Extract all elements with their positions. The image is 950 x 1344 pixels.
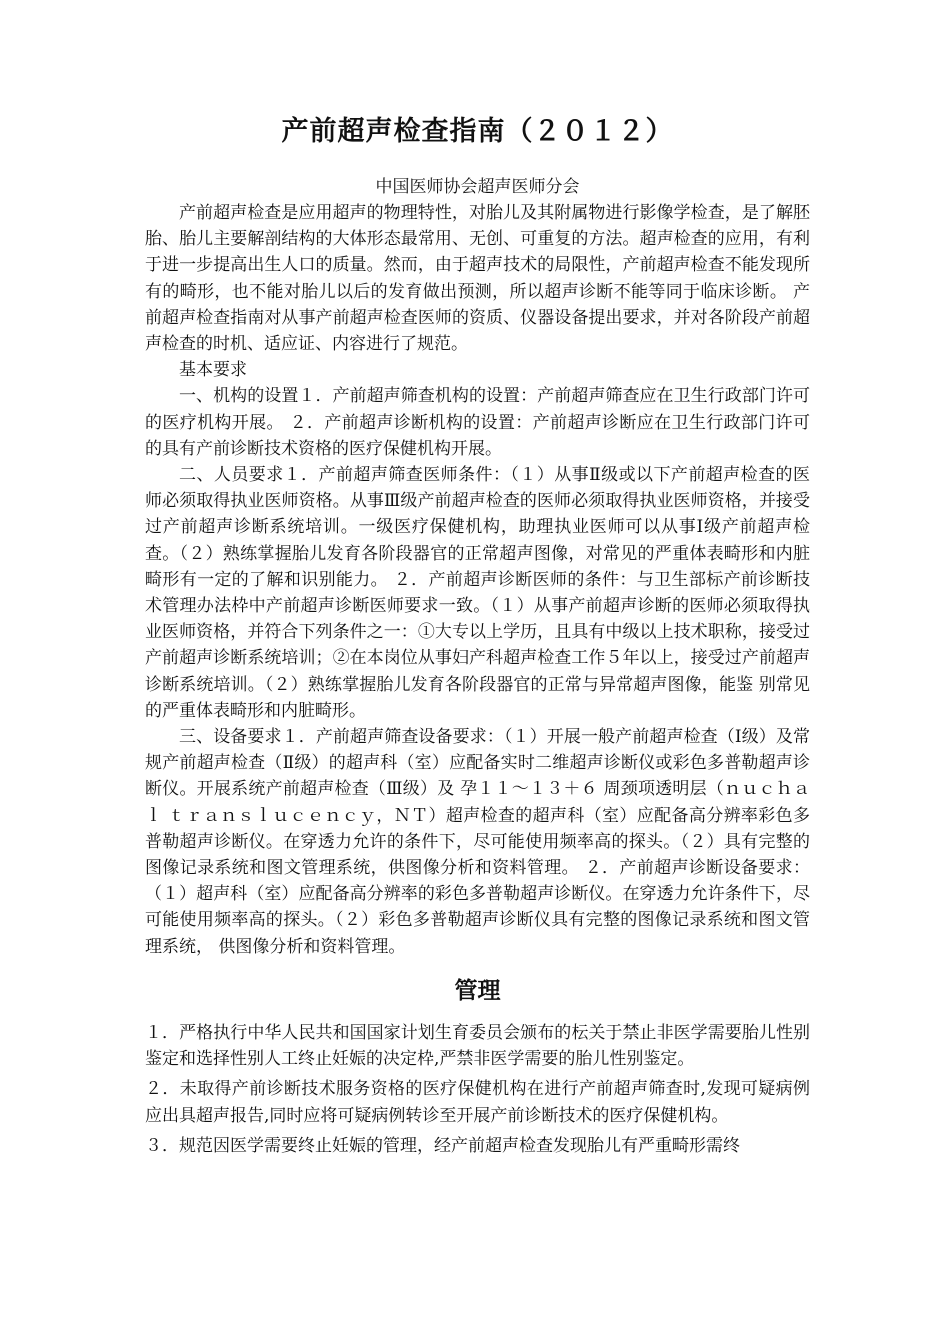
organization-name: 中国医师协会超声医师分会: [375, 177, 580, 197]
personnel-paragraph: 二、人员要求１．产前超声筛查医师条件：（１）从事Ⅱ级或以下产前超声检查的医师必须取得执业医师资格。从事Ⅲ级产前超声检查的医师必须取得执业医师资格，并接受过产前超声诊断系统培训。一级医疗保健机构，助理执业医师可以从事Ⅰ级产前超声检查。（２）熟练掌握胎儿发育各阶段器官的正常超声图像，对常见的严重体表畸形和内脏畸形有一定的了解和识别能力。 ２．产前超声诊断医师的条件：与卫生部标产前诊断技术管理办法枠中产前超声诊断医师要求一致。（１）从事产前超声诊断的医师必须取得执业医师资格，并符合下列条件之一：①大专以上学历，且具有中级以上技术职称，接受过产前超声诊断系统培训；②在本岗位从事妇产科超声检查工作５年以上，接受过产前超声诊断系统培训。（２）熟练掌握胎儿发育各阶段器官的正常与异常超声图像，能鉴 别常见的严重体表畸形和内脏畸形。: [145, 465, 810, 721]
facility-paragraph: 一、机构的设置１．产前超声筛查机构的设置：产前超声筛查应在卫生行政部门许可的医疗机构开展。 ２．产前超声诊断机构的设置：产前超声诊断应在卫生行政部门许可的具有产前诊断技术资格的医疗保健机构开展。: [145, 386, 810, 459]
management-item: ２．未取得产前诊断技术服务资格的医疗保健机构在进行产前超声筛查时,发现可疑病例应出具超声报告,同时应将可疑病例转诊至开展产前诊断技术的医疗保健机构。: [145, 1079, 810, 1126]
management-item: １．严格执行中华人民共和国国家计划生育委员会颁布的枟关于禁止非医学需要胎儿性别鉴定和选择性别人工终止妊娠的决定枠,严禁非医学需要的胎儿性别鉴定。: [145, 1022, 810, 1070]
basic-requirements-heading: 基本要求: [179, 360, 247, 381]
management-item: ３．规范因医学需要终止妊娠的管理，经产前超声检查发现胎儿有严重畸形需终: [145, 1135, 740, 1156]
intro-paragraph: 产前超声检查是应用超声的物理特性，对胎儿及其附属物进行影像学检查，是了解胚胎、胎儿主要解剖结构的大体形态最常用、无创、可重复的方法。超声检查的应用，有利于进一步提高出生人口的质量。然而，由于超声技术的局限性，产前超声检查不能发现所有的畸形，也不能对胎儿以后的发育做出预测，所以超声诊断不能等同于临床诊断。 产前超声检查指南对从事产前超声检查医师的资质、仪器设备提出要求，并对各阶段产前超声检查的时机、适应证、内容进行了规范。: [145, 203, 810, 355]
document-title: 产前超声检查指南（２０１２）: [281, 116, 674, 147]
document-page: [145, 112, 810, 1163]
management-heading: 管理: [454, 976, 501, 1004]
equipment-paragraph: 三、设备要求１．产前超声筛查设备要求：（１）开展一般产前超声检查（Ⅰ级）及常规产前超声检查（Ⅱ级）的超声科（室）应配备实时二维超声诊断仪或彩色多普勒超声诊断仪。开展系统产前超声检查（Ⅲ级）及 孕１１～１３＋６ 周颈项透明层（ｎｕｃｈａｌ ｔｒａｎｓｌｕｃｅｎｃｙ，ＮＴ）超声检查的超声科（室）应配备高分辨率彩色多普勒超声诊断仪。在穿透力允许的条件下，尽可能使用频率高的探头。（２）具有完整的图像记录系统和图文管理系统，供图像分析和资料管理。 ２．产前超声诊断设备要求：（１）超声科（室）应配备高分辨率的彩色多普勒超声诊断仪。在穿透力允许条件下，尽可能使用频率高的探头。（２）彩色多普勒超声诊断仪具有完整的图像记录系统和图文管理系统， 供图像分析和资料管理。: [145, 727, 810, 957]
